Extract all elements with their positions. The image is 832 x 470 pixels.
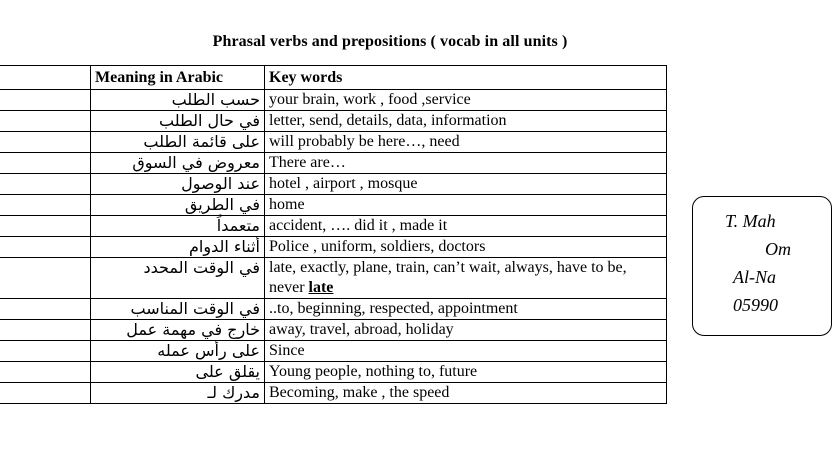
keywords-cell: away, travel, abroad, holiday: [265, 320, 667, 341]
keywords-cell: hotel , airport , mosque: [265, 174, 667, 195]
keywords-cell: letter, send, details, data, information: [265, 111, 667, 132]
english-cell: [0, 258, 91, 299]
arabic-cell: على رأس عمله: [91, 341, 265, 362]
english-cell: [0, 362, 91, 383]
table-row: [0, 132, 667, 153]
arabic-cell: عند الوصول: [91, 174, 265, 195]
table-row: [0, 216, 667, 237]
page-title: Phrasal verbs and prepositions ( vocab in all units ): [212, 33, 568, 50]
arabic-cell: خارج في مهمة عمل: [91, 320, 265, 341]
table-row: [0, 383, 667, 404]
english-cell: [0, 299, 91, 320]
card-line-3: Al-Na: [733, 267, 776, 287]
keywords-cell: [265, 258, 667, 299]
card-line-1: T. Mah: [725, 211, 776, 231]
english-cell: [0, 90, 91, 111]
english-cell: [0, 383, 91, 404]
keywords-text: late, exactly, plane, train, can’t wait, always, have to be, never: [269, 259, 627, 296]
table-row: [0, 258, 667, 299]
keywords-cell: Young people, nothing to, future: [265, 362, 667, 383]
english-cell: [0, 216, 91, 237]
table-row: [0, 153, 667, 174]
table-row: [0, 320, 667, 341]
arabic-cell: في حال الطلب: [91, 111, 265, 132]
keywords-cell: will probably be here…, need: [265, 132, 667, 153]
keywords-emphasis: late: [308, 279, 334, 296]
keywords-cell: home: [265, 195, 667, 216]
card-line-4: 05990: [733, 295, 778, 315]
arabic-cell: على قائمة الطلب: [91, 132, 265, 153]
table-row: [0, 299, 667, 320]
table-row: [0, 195, 667, 216]
arabic-cell: يقلق على: [91, 362, 265, 383]
english-cell: [0, 237, 91, 258]
english-cell: [0, 174, 91, 195]
table-row: [0, 111, 667, 132]
table-row: [0, 341, 667, 362]
card-line-2: Om: [765, 239, 791, 259]
vocab-table: [0, 65, 667, 404]
keywords-cell: accident, …. did it , made it: [265, 216, 667, 237]
arabic-cell: أثناء الدوام: [91, 237, 265, 258]
arabic-cell: حسب الطلب: [91, 90, 265, 111]
english-cell: [0, 320, 91, 341]
arabic-cell: متعمداً: [91, 216, 265, 237]
keywords-cell: ..to, beginning, respected, appointment: [265, 299, 667, 320]
keywords-cell: Since: [265, 341, 667, 362]
keywords-cell: There are…: [265, 153, 667, 174]
english-cell: [0, 111, 91, 132]
english-cell: [0, 195, 91, 216]
arabic-cell: في الوقت المحدد: [91, 258, 265, 299]
header-english: [0, 66, 91, 90]
table-row: [0, 90, 667, 111]
keywords-cell: your brain, work , food ,service: [265, 90, 667, 111]
header-keywords: Key words: [265, 66, 667, 90]
table-row: [0, 174, 667, 195]
arabic-cell: معروض في السوق: [91, 153, 265, 174]
english-cell: [0, 341, 91, 362]
teacher-contact-card: [692, 196, 832, 336]
table-row: [0, 362, 667, 383]
arabic-cell: مدرك لـ: [91, 383, 265, 404]
english-cell: [0, 153, 91, 174]
arabic-cell: في الطريق: [91, 195, 265, 216]
table-header-row: [0, 66, 667, 90]
english-cell: [0, 132, 91, 153]
arabic-cell: في الوقت المناسب: [91, 299, 265, 320]
keywords-cell: Becoming, make , the speed: [265, 383, 667, 404]
keywords-cell: Police , uniform, soldiers, doctors: [265, 237, 667, 258]
header-arabic: Meaning in Arabic: [91, 66, 265, 90]
table-row: [0, 237, 667, 258]
